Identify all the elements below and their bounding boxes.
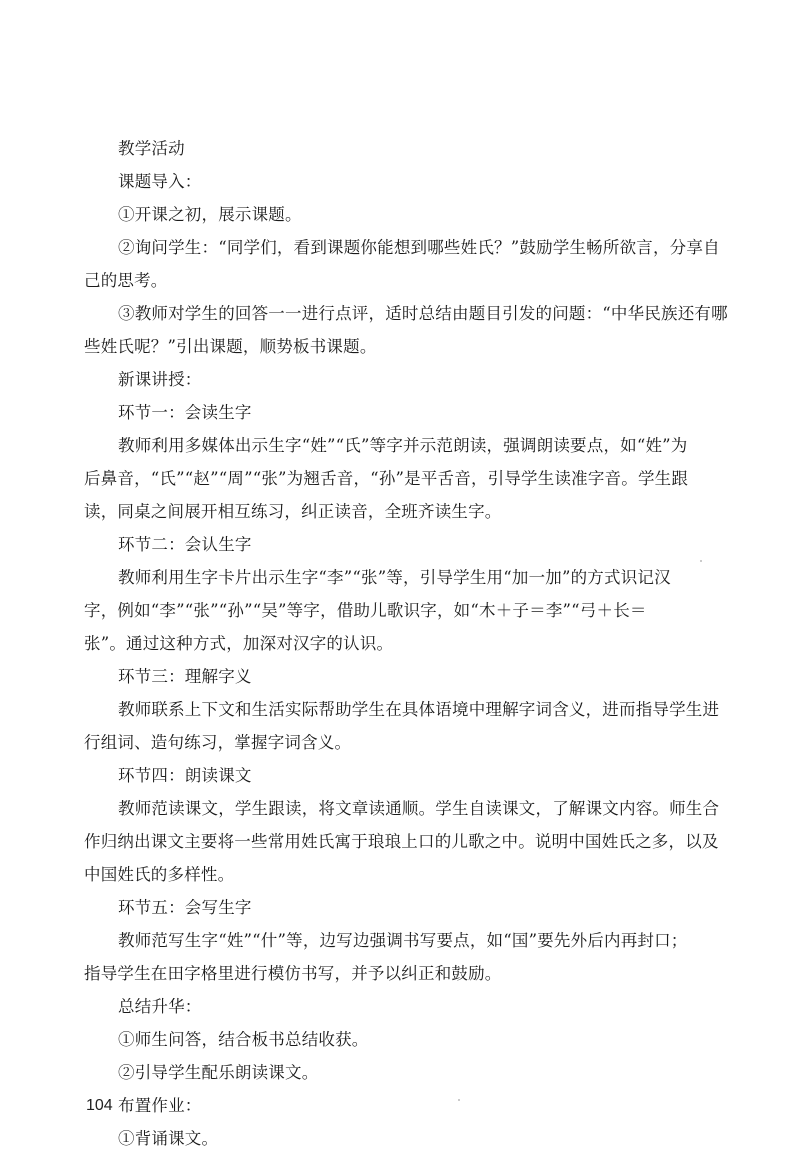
scan-speck [458,1099,460,1101]
paragraph-line: 张”。通过这种方式，加深对汉字的认识。 [84,634,394,653]
document-body [84,132,728,1155]
paragraph-line: ②引导学生配乐朗读课文。 [118,1063,319,1082]
paragraph-line: ①师生问答，结合板书总结收获。 [118,1030,369,1049]
paragraph-line: ③教师对学生的回答一一进行点评，适时总结由题目引发的问题：“中华民族还有哪 [118,304,728,323]
paragraph-line: 教师范读课文，学生跟读，将文章读通顺。学生自读课文，了解课文内容。师生合 [118,799,720,818]
paragraph-line: ①背诵课文。 [118,1129,219,1148]
step-heading-4: 环节四：朗读课文 [118,766,252,785]
step-heading-1: 环节一：会读生字 [118,403,252,422]
subheading-new-lesson: 新课讲授： [118,370,202,389]
paragraph-line: 后鼻音，“氏”“赵”“周”“张”为翘舌音，“孙”是平舌音，引导学生读准字音。学生跟 [84,469,689,488]
subheading-lesson-intro: 课题导入： [118,172,202,191]
scan-speck [700,560,702,562]
subheading-summary: 总结升华： [118,997,202,1016]
paragraph-line: 教师联系上下文和生活实际帮助学生在具体语境中理解字词含义，进而指导学生进 [118,700,720,719]
paragraph-line: 作归纳出课文主要将一些常用姓氏寓于琅琅上口的儿歌之中。说明中国姓氏之多，以及 [84,832,719,851]
paragraph-line: 些姓氏呢？”引出课题，顺势板书课题。 [84,337,377,356]
paragraph-line: 字，例如“李”“张”“孙”“吴”等字，借助儿歌识字，如“木＋子＝李”“弓＋长＝ [84,601,647,620]
section-heading-teaching-activities: 教学活动 [118,139,185,158]
subheading-homework: 布置作业： [118,1096,202,1115]
paragraph-line: 教师利用多媒体出示生字“姓”“氏”等字并示范朗读，强调朗读要点，如“姓”为 [118,436,688,455]
paragraph-line: 读，同桌之间展开相互练习，纠正读音，全班齐读生字。 [84,502,502,521]
step-heading-3: 环节三：理解字义 [118,667,252,686]
paragraph-line: ①开课之初，展示课题。 [118,205,302,224]
paragraph-line: 中国姓氏的多样性。 [84,865,235,884]
paragraph-line: 指导学生在田字格里进行模仿书写，并予以纠正和鼓励。 [84,964,502,983]
paragraph-line: ②询问学生：“同学们，看到课题你能想到哪些姓氏？”鼓励学生畅所欲言，分享自 [118,238,720,257]
paragraph-line: 己的思考。 [84,271,168,290]
page-number: 104 [86,1097,113,1114]
paragraph-line: 教师利用生字卡片出示生字“李”“张”等，引导学生用“加一加”的方式识记汉 [118,568,671,587]
step-heading-2: 环节二：会认生字 [118,535,252,554]
step-heading-5: 环节五：会写生字 [118,898,252,917]
paragraph-line: 行组词、造句练习，掌握字词含义。 [84,733,352,752]
paragraph-line: 教师范写生字“姓”“什”等，边写边强调书写要点，如“国”要先外后内再封口； [118,931,688,950]
